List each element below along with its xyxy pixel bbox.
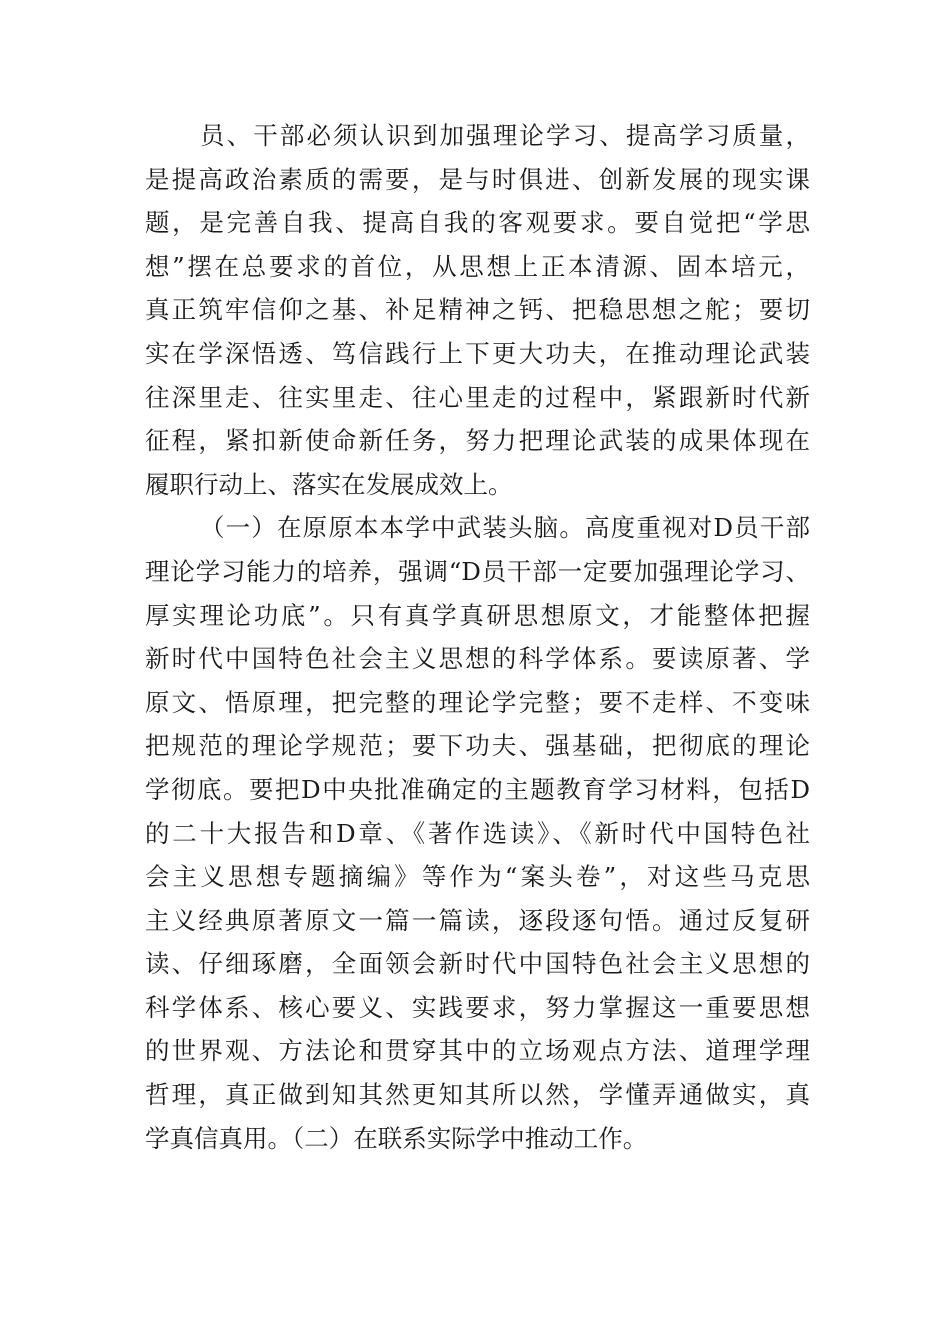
text-line: 会主义思想专题摘编》等作为“案头卷”，对这些马克思 <box>145 862 810 892</box>
text-line: 读、仔细琢磨，全面领会新时代中国特色社会主义思想的 <box>145 949 810 979</box>
text-line: 是提高政治素质的需要，是与时俱进、创新发展的现实课 <box>145 164 810 194</box>
text-line: 厚实理论功底”。只有真学真研思想原文，才能整体把握 <box>145 600 810 630</box>
text-line: 科学体系、核心要义、实践要求，努力掌握这一重要思想 <box>145 992 810 1022</box>
text-line: 学彻底。要把D中央批准确定的主题教育学习材料，包括D <box>145 774 810 804</box>
text-line: 实在学深悟透、笃信践行上下更大功夫，在推动理论武装 <box>145 338 810 368</box>
text-line: 想”摆在总要求的首位，从思想上正本清源、固本培元， <box>145 251 810 281</box>
text-line: 征程，紧扣新使命新任务，努力把理论武装的成果体现在 <box>145 426 810 456</box>
text-line: 理论学习能力的培养，强调“D员干部一定要加强理论学习、 <box>145 556 810 586</box>
text-line: 履职行动上、落实在发展成效上。 <box>145 469 513 499</box>
text-line: 的世界观、方法论和贯穿其中的立场观点方法、道理学理 <box>145 1036 810 1066</box>
text-line: 往深里走、往实里走、往心里走的过程中，紧跟新时代新 <box>145 382 810 412</box>
text-line: 把规范的理论学规范；要下功夫、强基础，把彻底的理论 <box>145 731 810 761</box>
text-line: 原文、悟原理，把完整的理论学完整；要不走样、不变味 <box>145 687 810 717</box>
text-line: 学真信真用。（二）在联系实际学中推动工作。 <box>145 1123 648 1153</box>
text-line: 题，是完善自我、提高自我的客观要求。要自觉把“学思 <box>145 208 810 238</box>
text-line: 员、干部必须认识到加强理论学习、提高学习质量， <box>200 121 810 150</box>
text-line: 主义经典原著原文一篇一篇读，逐段逐句悟。通过反复研 <box>145 905 810 935</box>
text-line: 新时代中国特色社会主义思想的科学体系。要读原著、学 <box>145 644 810 674</box>
text-line: 真正筑牢信仰之基、补足精神之钙、把稳思想之舵；要切 <box>145 295 810 325</box>
text-line: 的二十大报告和D章、《著作选读》、《新时代中国特色社 <box>145 818 810 848</box>
text-line: 哲理，真正做到知其然更知其所以然，学懂弄通做实，真 <box>145 1080 810 1110</box>
body-text <box>145 114 810 1160</box>
text-line: （一）在原原本本学中武装头脑。高度重视对D员干部 <box>200 513 810 543</box>
